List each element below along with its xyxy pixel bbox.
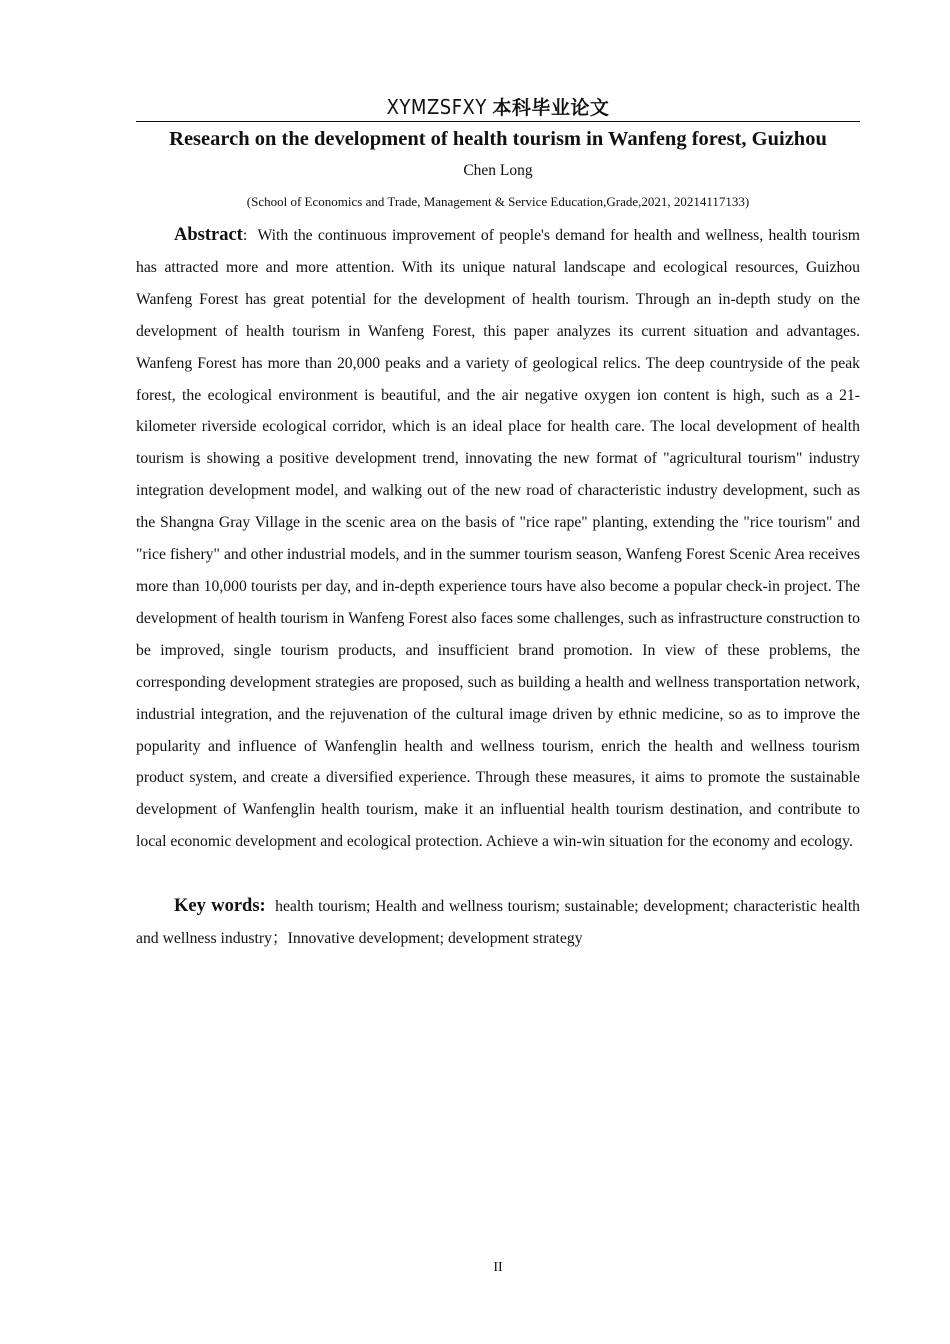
running-header bbox=[136, 94, 860, 121]
keywords-paragraph bbox=[136, 890, 860, 955]
abstract-label: Abstract bbox=[174, 225, 243, 245]
author-affiliation: (School of Economics and Trade, Management & Service Education,Grade,2021, 20214117133) bbox=[246, 194, 750, 209]
keywords-label: Key words: bbox=[174, 896, 266, 916]
header-rule bbox=[136, 121, 860, 122]
header-chinese-label: 本科毕业论文 bbox=[492, 97, 610, 119]
page-number: II bbox=[493, 1260, 503, 1275]
keywords-text: health tourism; Health and wellness tourism; sustainable; development; characteristic health and wellness industry；Innovative development; development strategy bbox=[136, 898, 861, 947]
author-name: Chen Long bbox=[463, 162, 533, 179]
abstract-separator: : bbox=[242, 227, 248, 244]
paper-title: Research on the development of health tourism in Wanfeng forest, Guizhou bbox=[169, 128, 827, 150]
abstract-paragraph bbox=[136, 220, 860, 858]
header-code: XYMZSFXY bbox=[386, 95, 487, 119]
abstract-text: With the continuous improvement of people's demand for health and wellness, health tourism has attracted more and more attention. With its unique natural landscape and ecological resources, Guizhou Wanfeng Forest has great potential for the development of health tourism. Through an in-depth study on the development of health tourism in Wanfeng Forest, this paper analyzes its current situation and advantages. Wanfeng Forest has more than 20,000 peaks and a variety of geological relics. The deep countryside of the peak forest, the ecological environment is beautiful, and the air negative oxygen ion content is high, such as a 21-kilometer riverside ecological corridor, which is an ideal place for health care. The local development of health tourism is showing a positive development trend, innovating the new format of "agricultural tourism" industry integration development model, and walking out of the new road of characteristic industry development, such as the Shangna Gray Village in the scenic area on the basis of "rice rape" planting, extending the "rice tourism" and "rice fishery" and other industrial models, and in the summer tourism season, Wanfeng Forest Scenic Area receives more than 10,000 tourists per day, and in-depth experience tours have also become a popular check-in project. The development of health tourism in Wanfeng Forest also faces some challenges, such as infrastructure construction to be improved, single tourism products, and insufficient brand promotion. In view of these problems, the corresponding development strategies are proposed, such as building a health and wellness transportation network, industrial integration, and the rejuvenation of the cultural image driven by ethnic medicine, so as to improve the popularity and influence of Wanfenglin health and wellness tourism, enrich the health and wellness tourism product system, and create a diversified experience. Through these measures, it aims to promote the sustainable development of Wanfenglin health tourism, make it an influential health tourism destination, and contribute to local economic development and ecological protection. Achieve a win-win situation for the economy and ecology. bbox=[136, 227, 860, 851]
